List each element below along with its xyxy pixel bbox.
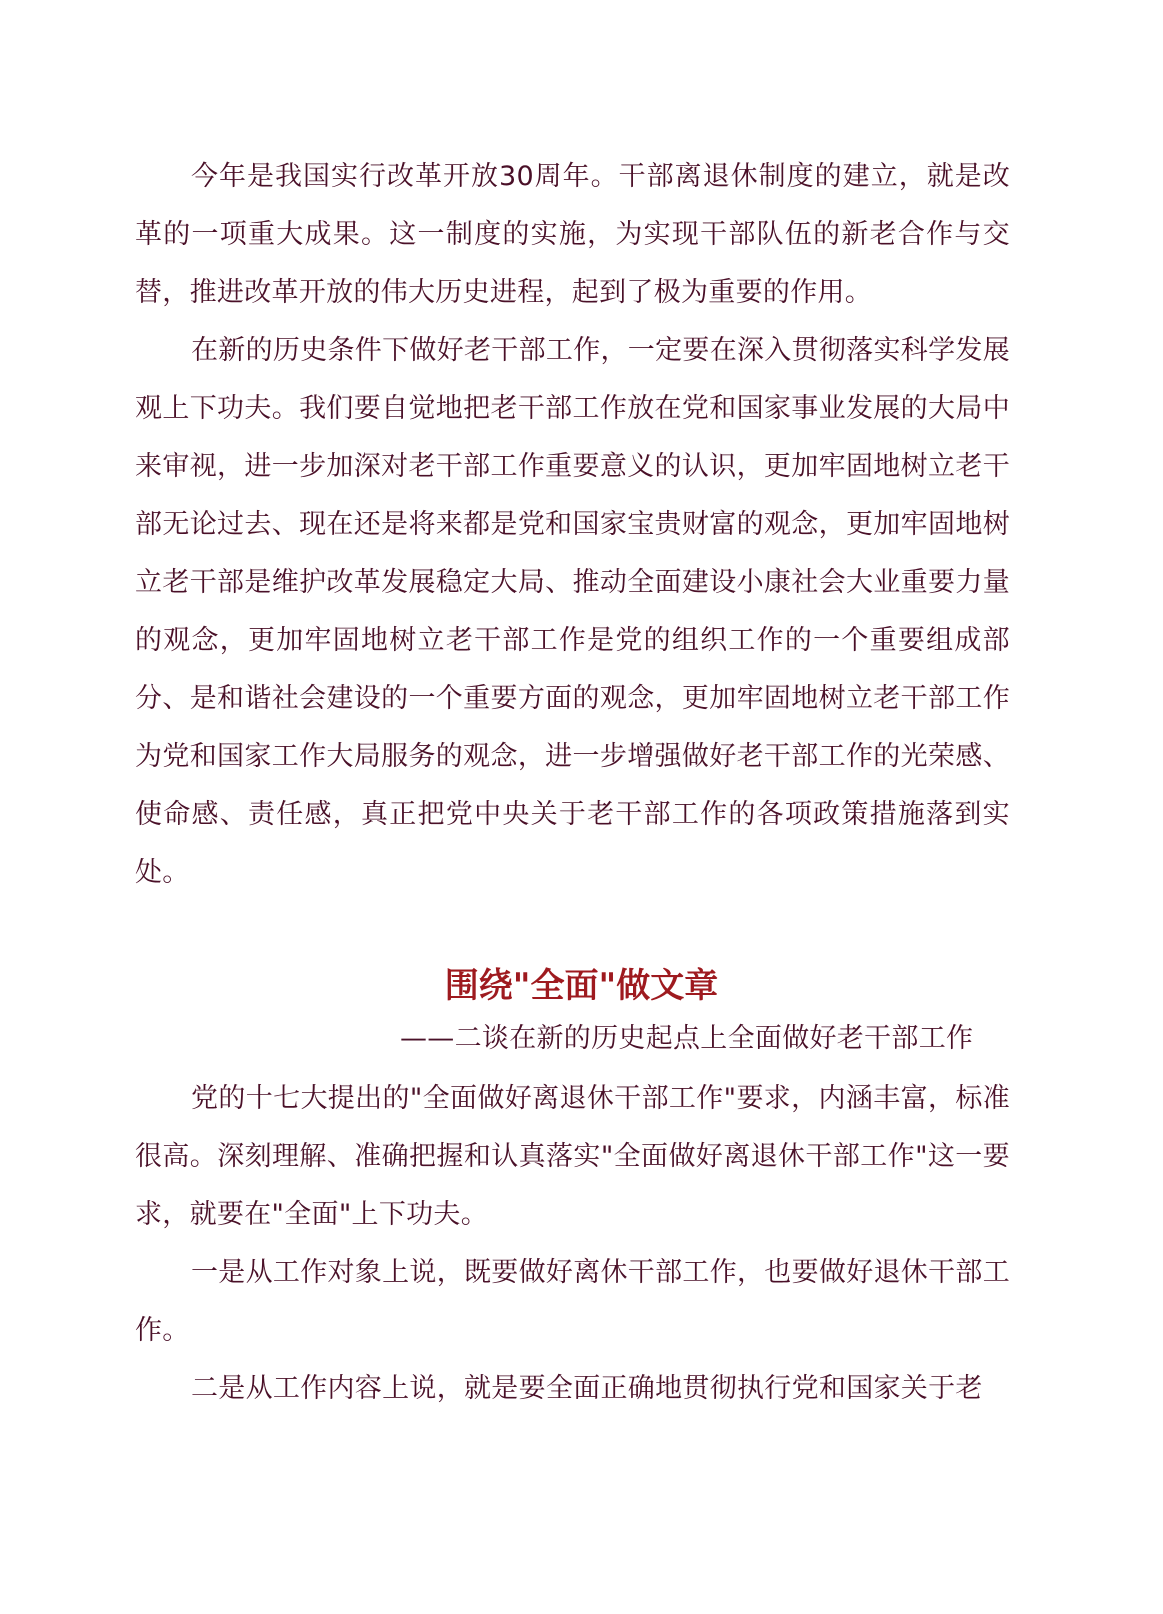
- paragraph-work-content: 二是从工作内容上说，就是要全面正确地贯彻执行党和国家关于老: [191, 1373, 983, 1404]
- body-section: [135, 1070, 1010, 1418]
- paragraph-comprehensive-requirement: 党的十七大提出的"全面做好离退休干部工作"要求，内涵丰富，标准很高。深刻理解、准确把握和认真落实"全面做好离退休干部工作"这一要求，就要在"全面"上下功夫。: [135, 1083, 1010, 1230]
- paragraph-scientific-development: 在新的历史条件下做好老干部工作，一定要在深入贯彻落实科学发展观上下功夫。我们要自觉地把老干部工作放在党和国家事业发展的大局中来审视，进一步加深对老干部工作重要意义的认识，更加牢固地树立老干部无论过去、现在还是将来都是党和国家宝贵财富的观念，更加牢固地树立老干部是维护改革发展稳定大局、推动全面建设小康社会大业重要力量的观念，更加牢固地树立老干部工作是党的组织工作的一个重要组成部分、是和谐社会建设的一个重要方面的观念，更加牢固地树立老干部工作为党和国家工作大局服务的观念，进一步增强做好老干部工作的光荣感、使命感、责任感，真正把党中央关于老干部工作的各项政策措施落到实处。: [135, 335, 1010, 888]
- paragraph-reform-anniversary: 今年是我国实行改革开放30周年。干部离退休制度的建立，就是改革的一项重大成果。这一制度的实施，为实现干部队伍的新老合作与交替，推进改革开放的伟大历史进程，起到了极为重要的作用。: [135, 161, 1010, 308]
- intro-section: [135, 148, 1010, 902]
- section-title: 围绕"全面"做文章: [444, 966, 719, 1006]
- section-subtitle: ——二谈在新的历史起点上全面做好老干部工作: [400, 1023, 974, 1054]
- paragraph-work-object: 一是从工作对象上说，既要做好离休干部工作，也要做好退休干部工作。: [135, 1257, 1010, 1346]
